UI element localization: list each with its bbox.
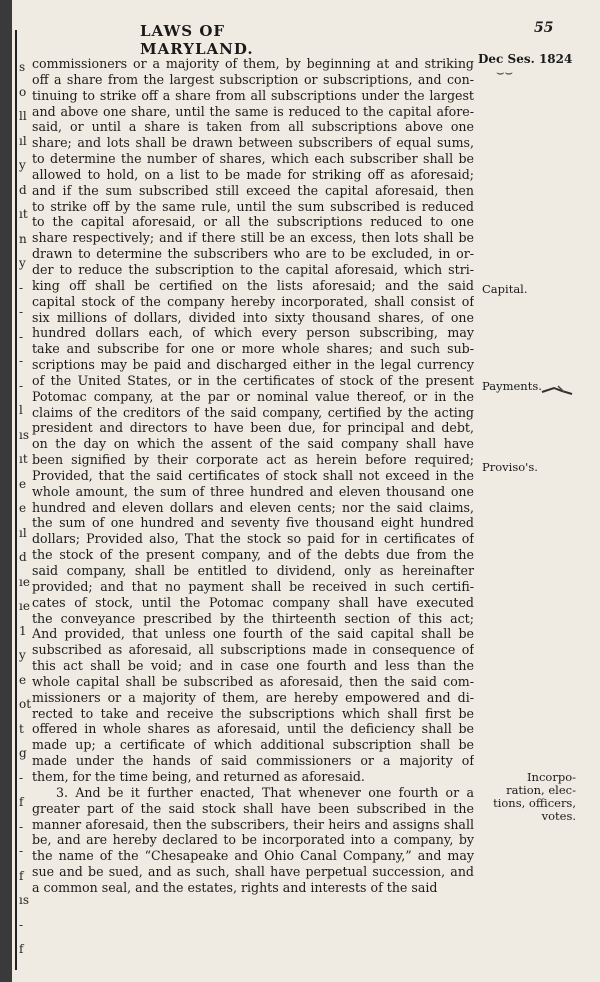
gutter-fragment: 1 — [19, 623, 27, 638]
text-line: take and subscribe for one or more whole shares; and such sub- — [32, 341, 474, 357]
gutter-fragment: g — [19, 746, 27, 760]
text-line: said, or until a share is taken from all subscriptions above one — [32, 119, 474, 135]
gutter-fragment: ıt — [19, 207, 28, 221]
running-head: LAWS OF MARYLAND. — [140, 22, 254, 58]
gutter-fragment: l — [19, 403, 23, 417]
text-line: share; and lots shall be drawn between subscribers of equal sums, — [32, 135, 474, 151]
gutter-fragment: ot — [19, 697, 32, 711]
text-line: king off shall be certified on the lists aforesaid; and the said — [32, 277, 474, 293]
text-line: share respectively; and if there still be an excess, then lots shall be — [32, 230, 474, 246]
text-line: them, for the time being, and returned as aforesaid. — [32, 768, 365, 784]
margin-note-payments: Payments. — [482, 379, 542, 393]
gutter-fragment: d — [19, 182, 27, 197]
session-note: Dec Ses. 1824 — [478, 52, 573, 66]
gutter-fragment: y — [19, 648, 26, 662]
gutter-fragment: e — [19, 672, 27, 687]
curl-ornament-icon: ⌣⌣ — [496, 66, 514, 81]
gutter-fragment: f — [19, 795, 24, 809]
text-line: six millions of dollars, divided into sixty thousand shares, of one — [32, 309, 474, 325]
text-line: sue and be sued, and as such, shall have perpetual succession, and — [32, 864, 474, 880]
text-line: And provided, that unless one fourth of the said capital shall be — [32, 626, 474, 642]
text-line: subscribed as aforesaid, all subscriptions made in consequence of — [32, 642, 474, 658]
gutter-fragment: ıe — [19, 599, 30, 613]
text-line: a common seal, and the estates, rights and interests of the said — [32, 879, 438, 895]
margin-note-incorporation — [486, 771, 576, 823]
gutter-fragment: y — [19, 256, 26, 270]
gutter-fragment: e — [19, 501, 27, 515]
gutter-fragment: s — [19, 60, 26, 74]
text-line: whole capital shall be subscribed as aforesaid, then the said com- — [32, 673, 474, 689]
margin-note-capital: Capital. — [482, 282, 528, 296]
gutter-rule — [15, 30, 17, 970]
text-line: hundred and eleven dollars and eleven cents; nor the said claims, — [32, 499, 474, 515]
gutter-fragment: - — [19, 280, 24, 295]
text-line: the sum of one hundred and seventy five thousand eight hundred — [32, 515, 474, 531]
text-line: hundred dollars each, of which every person subscribing, may — [32, 325, 474, 341]
text-line: commissioners or a majority of them, by beginning at and striking — [32, 56, 474, 71]
gutter-fragment: ıl — [19, 525, 27, 540]
text-line: drawn to determine the subscribers who are to be excluded, in or- — [32, 246, 474, 262]
gutter-fragment: ıl — [19, 133, 27, 148]
gutter-fragment: f — [19, 942, 24, 956]
text-line: to the capital aforesaid, or all the subscriptions reduced to one — [32, 214, 474, 230]
text-line: to strike off by the same rule, until the sum subscribed is reduced — [32, 198, 474, 214]
text-line: made up; a certificate of which additional subscription shall be — [32, 737, 474, 753]
text-line: greater part of the said stock shall have been subscribed in the — [32, 800, 474, 816]
text-line: dollars; Provided also, That the stock so paid for in certificates of — [32, 531, 474, 547]
text-line: Potomac company, at the par or nominal value thereof, or in the — [32, 388, 474, 404]
text-line: cates of stock, until the Potomac company shall have executed — [32, 594, 474, 610]
text-line: president and directors to have been due, for principal and debt, — [32, 420, 474, 436]
statute-text — [32, 56, 474, 896]
text-line: tinuing to strike off a share from all subscriptions under the largest — [32, 87, 474, 103]
text-line: the conveyance prescribed by the thirteenth section of this act; — [32, 610, 474, 626]
gutter-fragment: ıs — [19, 427, 29, 442]
text-line: offered in whole shares as aforesaid, until the deficiency shall be — [32, 721, 474, 737]
gutter-fragment: - — [19, 354, 24, 368]
gutter-fragment: n — [19, 231, 27, 246]
facing-page-fragments — [19, 60, 32, 967]
text-line: Provided, that the said certificates of stock shall not exceed in the — [32, 467, 474, 483]
gutter-fragment: - — [19, 770, 24, 785]
text-line: rected to take and receive the subscriptions which shall first be — [32, 705, 474, 721]
text-line: made under the hands of said commissioners or a majority of — [32, 753, 474, 769]
gutter-fragment: - — [19, 819, 24, 834]
incorporation-note-line: tions, officers, — [493, 796, 576, 810]
incorporation-note-line: ration, elec- — [506, 783, 576, 797]
text-line: whole amount, the sum of three hundred and eleven thousand one — [32, 483, 474, 499]
gutter-fragment: d — [19, 550, 27, 564]
text-line: this act shall be void; and in case one fourth and less than the — [32, 658, 474, 674]
gutter-fragment: - — [19, 917, 24, 932]
gutter-fragment: f — [19, 868, 24, 883]
text-line: on the day on which the assent of the said company shall have — [32, 436, 474, 452]
text-line: scriptions may be paid and discharged either in the legal currency — [32, 357, 474, 373]
incorporation-note-line: Incorpo- — [527, 770, 576, 784]
text-line: capital stock of the company hereby incorporated, shall consist of — [32, 293, 474, 309]
gutter-fragment: ıs — [19, 893, 29, 907]
gutter-fragment: - — [19, 378, 24, 393]
gutter-fragment: ıt — [19, 452, 28, 466]
text-line: said company, shall be entitled to dividend, only as hereinafter — [32, 563, 474, 578]
gutter-fragment: o — [19, 84, 27, 99]
gutter-fragment: ll — [19, 109, 27, 123]
page-number: 55 — [534, 20, 554, 36]
text-line: of the United States, or in the certificates of stock of the present — [32, 372, 474, 388]
text-line: 3. And be it further enacted, That whenever one fourth or a — [56, 784, 474, 800]
gutter-fragment: - — [19, 844, 24, 858]
incorporation-note-line: votes. — [541, 809, 576, 823]
gutter-fragment: ıe — [19, 574, 30, 589]
text-line: missioners or a majority of them, are hereby empowered and di- — [32, 689, 474, 705]
gutter-fragment: e — [19, 476, 27, 491]
text-line: the stock of the present company, and of the debts due from the — [32, 547, 474, 563]
text-line: to determine the number of shares, which each subscriber shall be — [32, 151, 474, 167]
text-line: be, and are hereby declared to be incorporated into a company, by — [32, 832, 474, 848]
gutter-fragment: - — [19, 305, 24, 319]
ink-mark-icon — [540, 380, 574, 398]
text-line: off a share from the largest subscription or subscriptions, and con- — [32, 71, 474, 87]
text-line: been signified by their corporate act as herein before required; — [32, 452, 474, 468]
gutter-fragment: t — [19, 721, 24, 736]
text-line: manner aforesaid, then the subscribers, their heirs and assigns shall — [32, 816, 474, 832]
margin-note-provisos: Proviso's. — [482, 460, 538, 474]
text-line: and above one share, until the same is reduced to the capital afore- — [32, 103, 474, 119]
text-line: allowed to hold, on a list to be made for striking off as aforesaid; — [32, 166, 474, 182]
gutter-fragment: - — [19, 329, 24, 344]
binding-gutter — [0, 0, 12, 982]
text-line: and if the sum subscribed still exceed the capital aforesaid, then — [32, 182, 474, 198]
text-line: provided; and that no payment shall be received in such certifi- — [32, 578, 474, 594]
text-line: claims of the creditors of the said company, certified by the acting — [32, 404, 474, 420]
gutter-fragment: y — [19, 158, 26, 172]
text-line: der to reduce the subscription to the capital aforesaid, which stri- — [32, 261, 474, 277]
text-line: the name of the “Chesapeake and Ohio Canal Company,” and may — [32, 848, 474, 864]
